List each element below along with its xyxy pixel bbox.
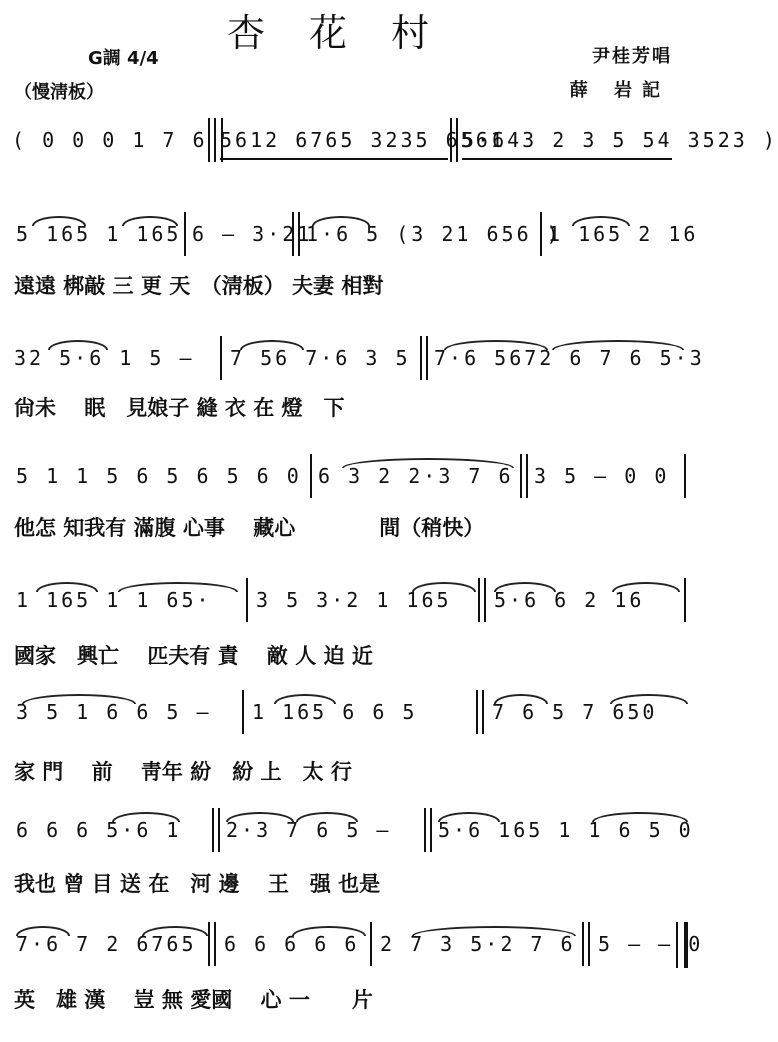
measure-notes: 2 7 3 5·2 7 6: [380, 932, 576, 956]
slur-mark: [292, 926, 366, 936]
staff-system: [12, 118, 778, 188]
staff-system: [12, 922, 704, 972]
measure-notes: 6 6 6 5·6 1: [16, 818, 182, 842]
barline: [478, 578, 480, 622]
beam-line: [462, 158, 672, 160]
barline: [208, 118, 210, 162]
barline: [246, 578, 248, 622]
measure-notes: 2·3 7 6 5 —: [226, 818, 392, 842]
slur-mark: [32, 216, 86, 226]
barline: [212, 808, 214, 852]
barline: [582, 922, 584, 966]
slur-mark: [48, 340, 108, 350]
slur-mark: [592, 812, 688, 822]
barline: [430, 808, 432, 852]
barline: [420, 336, 422, 380]
lyric-line: 尙未 眠 見娘子 縫 衣 在 燈 下: [14, 396, 345, 420]
slur-mark: [610, 694, 688, 704]
measure-notes: 5612 6765 3235 6561: [220, 128, 506, 152]
barline: [684, 578, 686, 622]
barline: [482, 690, 484, 734]
barline: [424, 808, 426, 852]
barline: [684, 454, 686, 498]
barline: [310, 454, 312, 498]
barline: [526, 454, 528, 498]
slur-mark: [274, 694, 336, 704]
tempo-marking: （慢淸板）: [14, 82, 104, 103]
measure-notes: 3 5 3·2 1 165: [256, 588, 452, 612]
slur-mark: [612, 582, 680, 592]
measure-notes: 7·6 5672 6 7 6 5·3: [434, 346, 705, 370]
barline: [484, 578, 486, 622]
barline: [588, 922, 590, 966]
staff-system: [12, 212, 699, 262]
barline: [184, 212, 186, 256]
barline: [242, 690, 244, 734]
slur-mark: [22, 694, 136, 704]
barline: [214, 922, 216, 966]
barline: [476, 690, 478, 734]
measure-notes: 6 — 3·21: [192, 222, 313, 246]
slur-mark: [342, 458, 514, 468]
page-title: 杏花村: [226, 11, 473, 55]
slur-mark: [494, 694, 548, 704]
slur-mark: [36, 582, 98, 592]
slur-mark: [16, 926, 70, 936]
beam-line: [220, 158, 448, 160]
measure-notes: 5 165 1 165: [16, 222, 182, 246]
slur-mark: [552, 340, 684, 350]
measure-notes: 1·6 5 (3 21 656 ): [306, 222, 562, 246]
barline: [218, 808, 220, 852]
barline: [220, 336, 222, 380]
measure-notes: 5 — — 0: [598, 932, 704, 956]
recorder-credit: 薛 岩記: [569, 80, 670, 101]
barline: [370, 922, 372, 966]
lyric-line: 國家 興亡 匹夫有 責 敵 人 迫 近: [14, 644, 373, 668]
slur-mark: [226, 812, 294, 822]
slur-mark: [412, 926, 576, 936]
slur-mark: [122, 216, 178, 226]
slur-mark: [444, 340, 548, 350]
slur-mark: [438, 812, 500, 822]
measure-notes: 7·6 7 2 6765: [16, 932, 197, 956]
measure-notes: 3 5 — 0 0: [534, 464, 670, 488]
barline: [520, 454, 522, 498]
slur-mark: [112, 812, 180, 822]
measure-notes: 5·6 165 1 1 6 5 0: [438, 818, 694, 842]
lyric-line: 我也 曾 目 送 在 河 邊 王 强 也是: [14, 872, 381, 896]
measure-notes: 1 165 6 6 5: [252, 700, 418, 724]
key-meter: G調 4/4: [88, 48, 159, 69]
slur-mark: [142, 926, 208, 936]
slur-mark: [296, 812, 358, 822]
staff-system: [12, 578, 688, 628]
slur-mark: [118, 582, 238, 592]
lyric-line: 遠遠 梆敲 三 更 天 （淸板） 夫妻 相對: [14, 274, 384, 298]
measure-notes: 7 56 7·6 3 5: [230, 346, 411, 370]
slur-mark: [312, 216, 370, 226]
measure-notes: 5·643 2 3 5 54 3523 ): [462, 128, 778, 152]
staff-system: [12, 336, 705, 386]
staff-system: [12, 454, 688, 504]
measure-notes: 6 6 6 6 6: [224, 932, 360, 956]
final-barline: [676, 922, 688, 968]
slur-mark: [412, 582, 476, 592]
lyric-line: 家 門 前 靑年 紛 紛 上 太 行: [14, 760, 352, 784]
singer-credit: 尹桂芳唱: [592, 46, 672, 67]
lyric-line: 英 雄 漢 豈 無 愛國 心 一 片: [14, 988, 373, 1012]
measure-notes: 5·6 6 2 16: [494, 588, 645, 612]
barline: [426, 336, 428, 380]
measure-notes: 32 5·6 1 5 —: [14, 346, 195, 370]
slur-mark: [240, 340, 304, 350]
measure-notes: 7 6 5 7 650: [492, 700, 658, 724]
measure-notes: 6 3 2 2·3 7 6: [318, 464, 514, 488]
slur-mark: [572, 216, 630, 226]
measure-notes: 1 165 1 1 65·: [16, 588, 212, 612]
measure-notes: 5 1 1 5 6 5 6 5 6 0: [16, 464, 302, 488]
barline: [208, 922, 210, 966]
slur-mark: [494, 582, 556, 592]
staff-system: [12, 690, 688, 740]
measure-notes: 3 5 1 6 6 5 —: [16, 700, 212, 724]
measure-notes: ( 0 0 0 1 7 6: [12, 128, 208, 152]
measure-notes: 1 165 2 16: [548, 222, 699, 246]
staff-system: [12, 808, 694, 858]
lyric-line: 他怎 知我有 滿腹 心事 藏心 間（稍快）: [14, 516, 485, 540]
